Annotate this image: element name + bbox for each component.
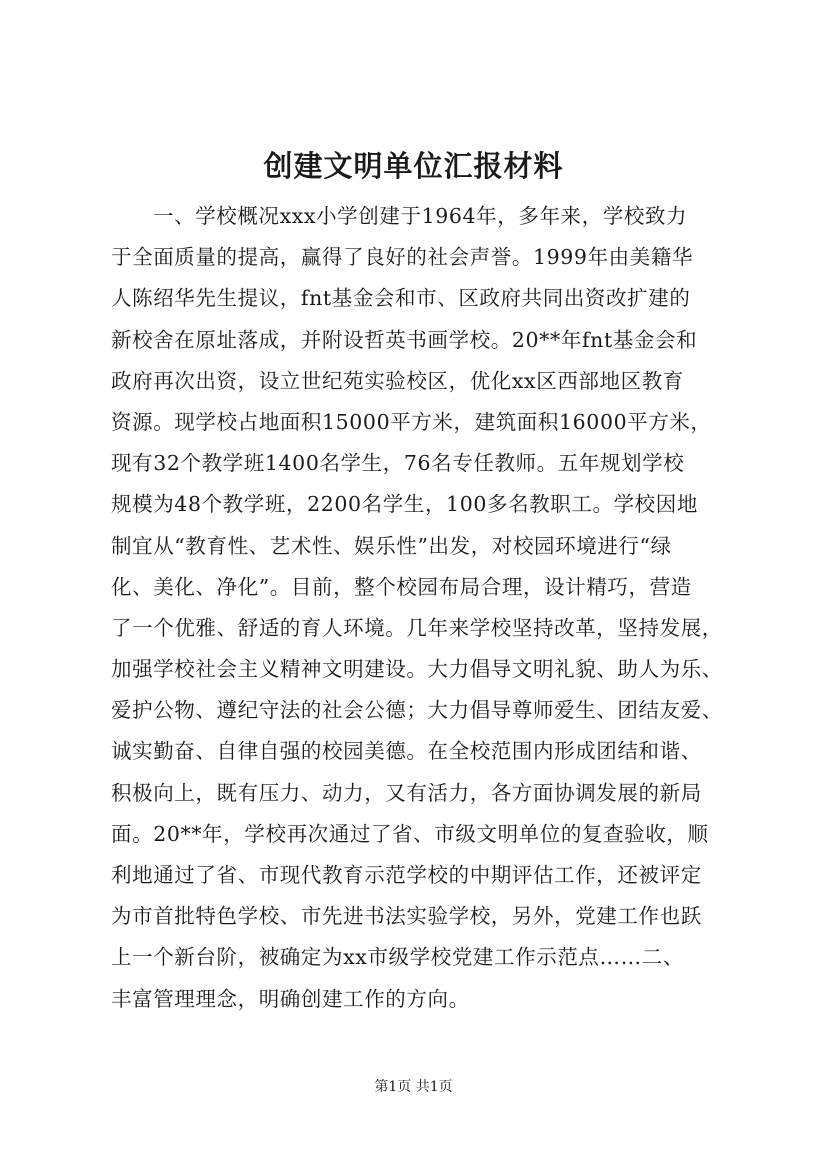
body-line: 新校舍在原址落成，并附设哲英书画学校。20**年fnt基金会和 xyxy=(111,327,698,352)
body-line: 现有32个教学班1400名学生，76名专任教师。五年规划学校 xyxy=(111,451,685,476)
body-line: 利地通过了省、市现代教育示范学校的中期评估工作，还被评定 xyxy=(111,863,702,887)
body-line: 人陈绍华先生提议，fnt基金会和市、区政府共同出资改扩建的 xyxy=(111,286,691,311)
body-line: 制宜从“教育性、艺术性、娱乐性”出发，对校园环境进行“绿 xyxy=(111,533,672,558)
body-line: 丰富管理理念，明确创建工作的方向。 xyxy=(111,986,470,1011)
body-line: 爱护公物、遵纪守法的社会公德；大力倡导尊师爱生、团结友爱、 xyxy=(111,698,723,723)
document-body xyxy=(111,196,741,1020)
body-line: 规模为48个教学班，2200名学生，100多名教职工。学校因地 xyxy=(111,492,698,517)
body-line: 资源。现学校占地面积15000平方米，建筑面积16000平方米， xyxy=(111,409,712,434)
body-line: 面。20**年，学校再次通过了省、市级文明单位的复查验收，顺 xyxy=(111,821,709,846)
body-line: 为市首批特色学校、市先进书法实验学校，另外，党建工作也跃 xyxy=(111,904,702,929)
body-line: 化、美化、净化”。目前，整个校园布局合理，设计精巧，营造 xyxy=(111,574,692,599)
body-line: 了一个优雅、舒适的育人环境。几年来学校坚持改革，坚持发展， xyxy=(111,615,723,640)
body-line: 于全面质量的提高，赢得了良好的社会声誉。1999年由美籍华 xyxy=(111,245,694,270)
body-line: 诚实勤奋、自律自强的校园美德。在全校范围内形成团结和谐、 xyxy=(111,739,702,764)
body-line: 政府再次出资，设立世纪苑实验校区，优化xx区西部地区教育 xyxy=(111,368,684,393)
body-line: 上一个新台阶，被确定为xx市级学校党建工作示范点……二、 xyxy=(111,945,684,970)
body-line: 加强学校社会主义精神文明建设。大力倡导文明礼貌、助人为乐、 xyxy=(111,657,723,682)
document-title: 创建文明单位汇报材料 xyxy=(263,149,564,183)
body-line: 一、学校概况xxx小学创建于1964年，多年来，学校致力 xyxy=(153,204,688,228)
page-number-footer: 第1页 共1页 xyxy=(374,1079,453,1095)
body-line: 积极向上，既有压力、动力，又有活力，各方面协调发展的新局 xyxy=(111,780,702,805)
